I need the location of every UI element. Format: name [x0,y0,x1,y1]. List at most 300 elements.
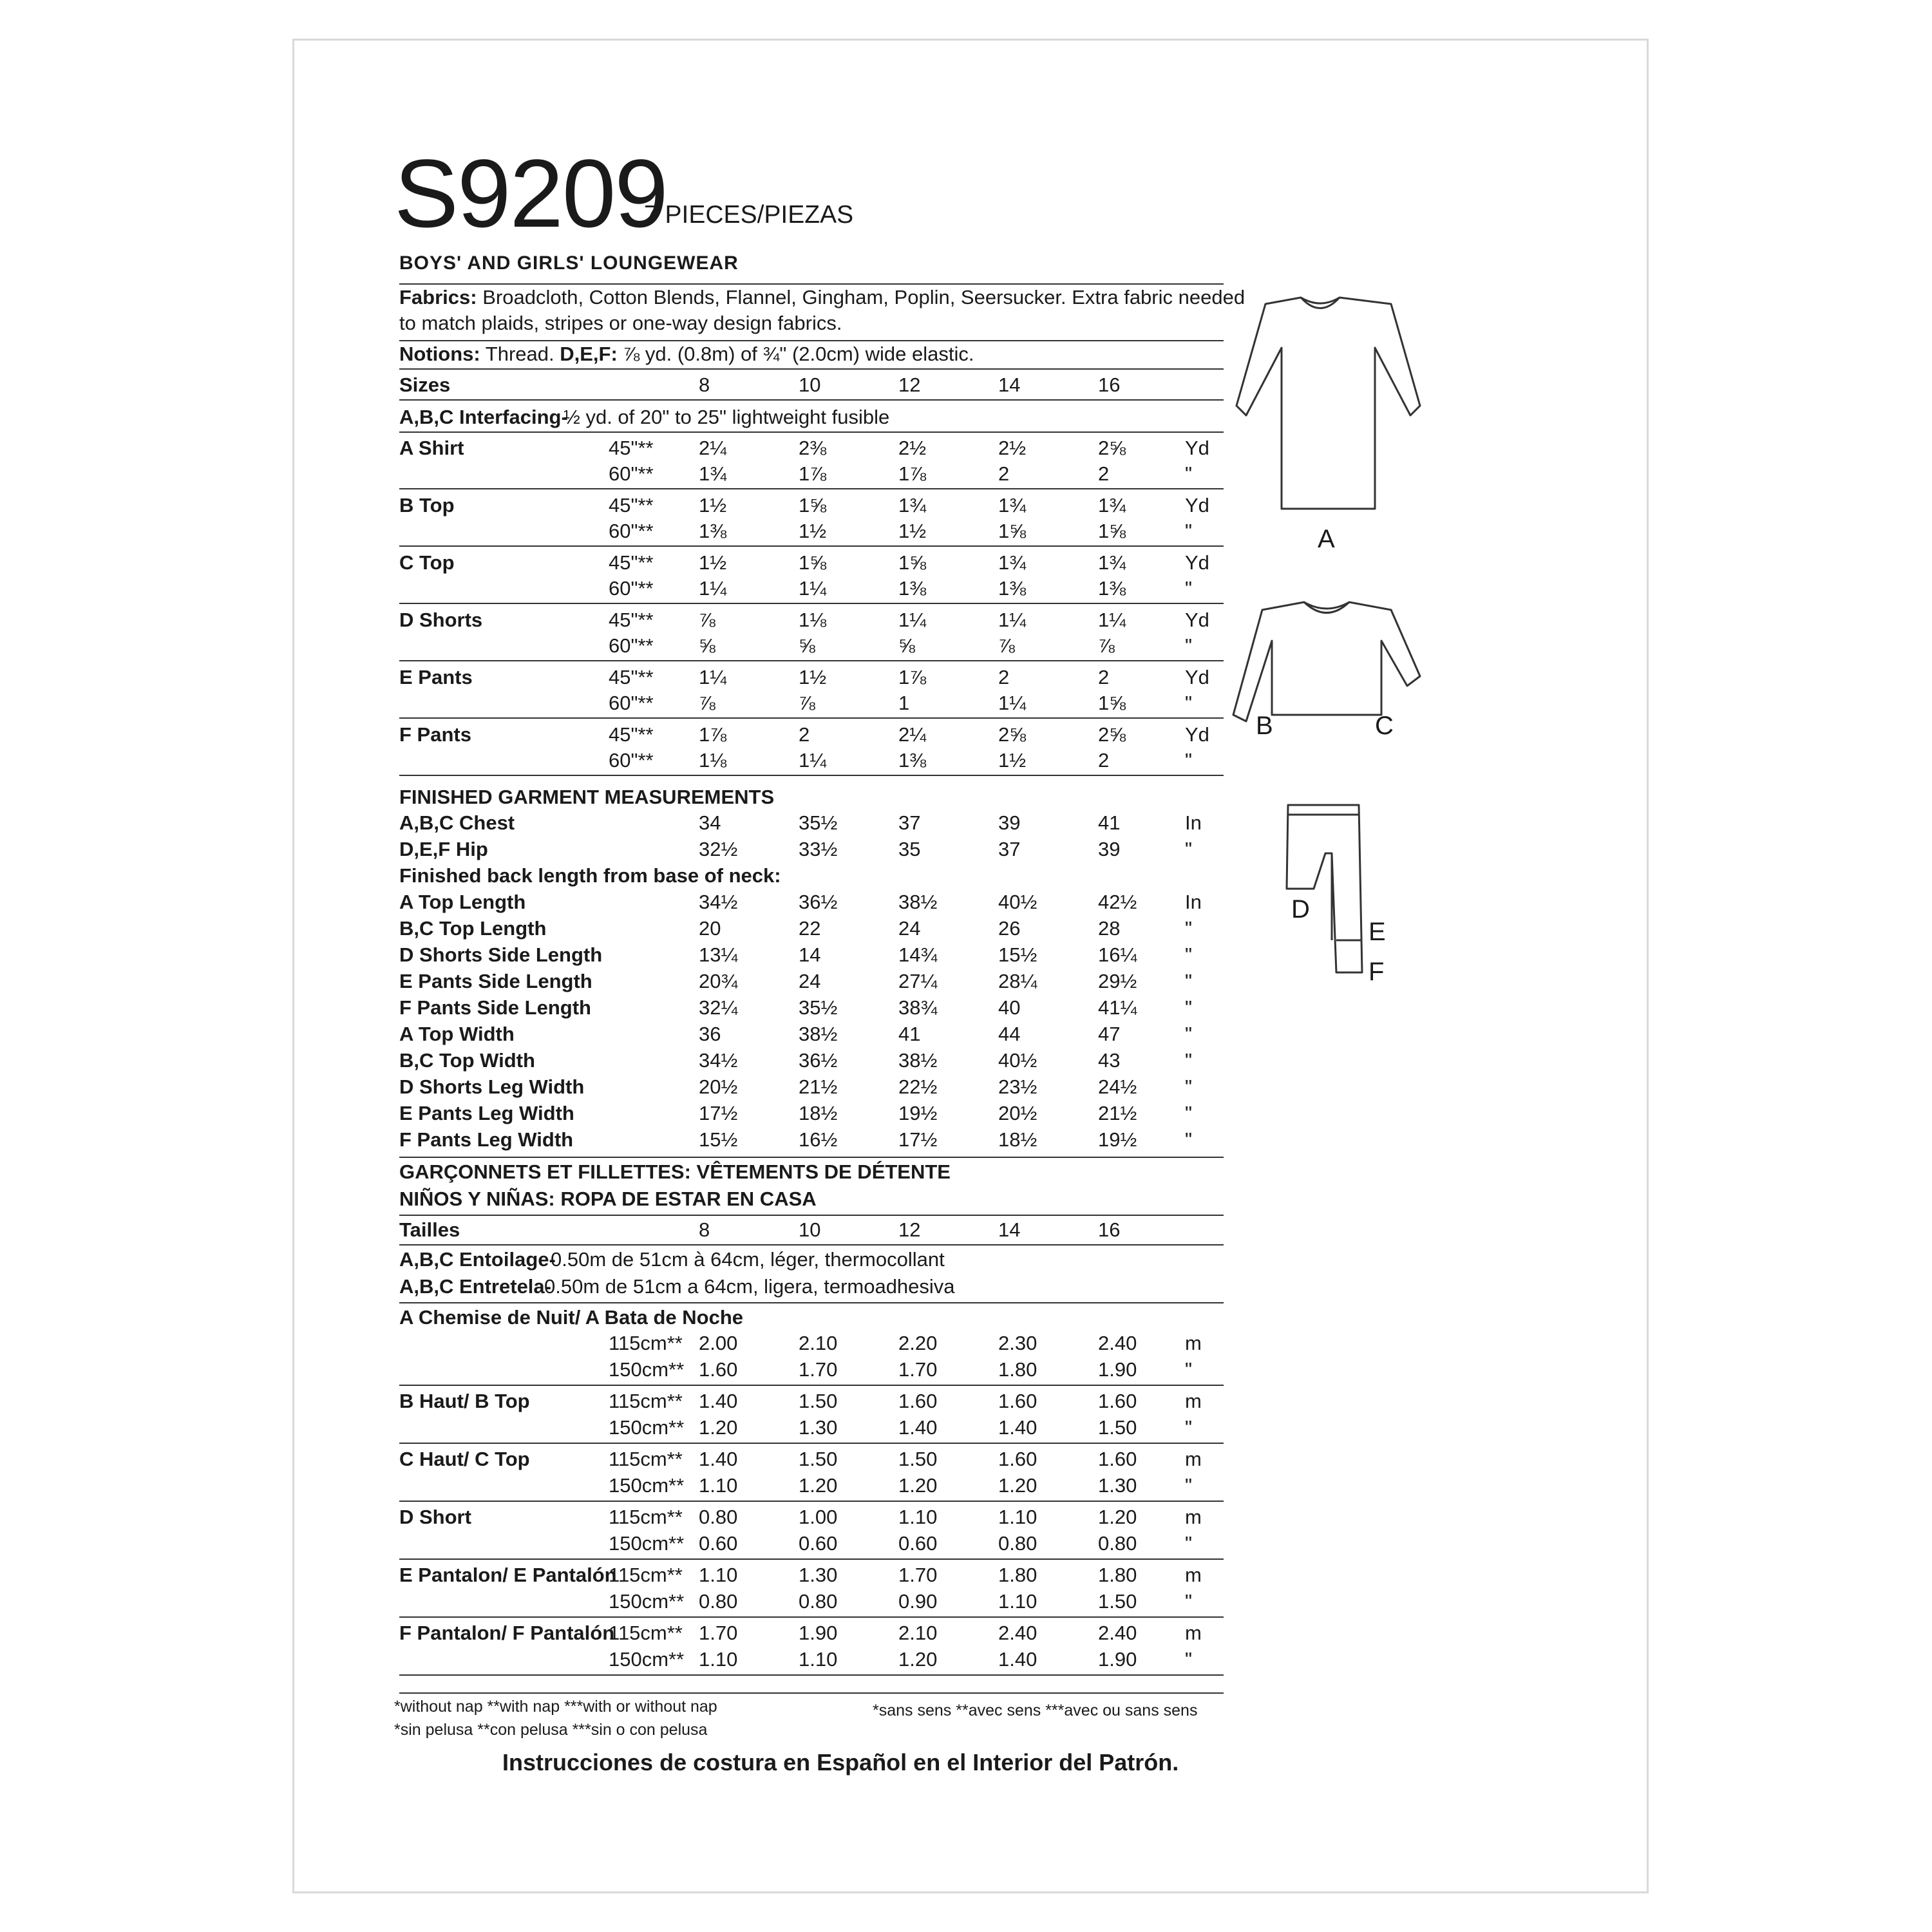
value-cell: 1⅜ [699,520,727,542]
value-cell: 14¾ [898,943,938,966]
value-cell: 1¾ [998,551,1027,574]
value-cell: 1½ [898,520,927,542]
unit-cell: " [1185,1532,1193,1555]
garment-name: B Haut/ B Top [399,1390,530,1412]
interfacing-text: ½ yd. of 20" to 25" lightweight fusible [564,406,890,428]
value-cell: 43 [1098,1049,1121,1072]
value-cell: 1.40 [898,1416,938,1439]
value-cell: 38½ [898,891,938,913]
unit-cell: " [1185,1023,1193,1045]
value-cell: 1¼ [699,577,727,600]
value-cell: 1.80 [998,1564,1037,1586]
value-cell: 36½ [799,1049,838,1072]
value-cell: 1⅞ [898,666,927,688]
value-cell: 1⅝ [1098,520,1126,542]
size-header: 10 [799,374,821,396]
value-cell: 1¼ [1098,609,1126,631]
fabric-width: 60"** [609,520,654,542]
value-cell: 23½ [998,1075,1037,1098]
unit-cell: " [1185,692,1193,714]
value-cell: ⅞ [799,692,815,714]
value-cell: 0.60 [799,1532,838,1555]
value-cell: 1.90 [1098,1648,1137,1671]
value-cell: 1¾ [998,494,1027,516]
value-cell: 2.20 [898,1332,938,1354]
view-bc-drawing [1233,602,1420,721]
value-cell: 38½ [799,1023,838,1045]
unit-cell: Yd [1185,723,1209,746]
value-cell: 1⅜ [1098,577,1126,600]
entoilage-text: 0.50m de 51cm à 64cm, léger, thermocollant [551,1248,945,1271]
value-cell: 2 [998,462,1010,485]
value-cell: 2¼ [699,437,727,459]
unit-cell: m [1185,1448,1202,1470]
value-cell: 37 [998,838,1021,860]
unit-cell: " [1185,838,1193,860]
fabric-width: 60"** [609,577,654,600]
unit-cell: " [1185,970,1193,992]
value-cell: 1.10 [998,1590,1037,1613]
value-cell: 1.70 [898,1358,938,1381]
value-cell: 34½ [699,1049,738,1072]
value-cell: ⅝ [898,634,915,657]
value-cell: 1.70 [699,1622,738,1644]
value-cell: 1¾ [1098,551,1126,574]
value-cell: 29½ [1098,970,1137,992]
fabric-width: 115cm** [609,1622,683,1644]
fabric-width: 60"** [609,749,654,772]
unit-cell: Yd [1185,609,1209,631]
value-cell: 15½ [699,1128,738,1151]
garment-name: E Pantalon/ E Pantalón [399,1564,617,1586]
value-cell: 1.60 [1098,1448,1137,1470]
value-cell: 2½ [998,437,1027,459]
value-cell: 36 [699,1023,721,1045]
value-cell: 17½ [898,1128,938,1151]
value-cell: 40½ [998,891,1037,913]
unit-cell: Yd [1185,551,1209,574]
unit-cell: In [1185,891,1202,913]
value-cell: 1.10 [898,1506,938,1528]
value-cell: 32½ [699,838,738,860]
value-cell: 41¼ [1098,996,1137,1019]
fabric-width: 150cm** [609,1532,685,1555]
garment-name: B Top [399,494,455,516]
fabric-width: 150cm** [609,1590,685,1613]
unit-cell: " [1185,1590,1193,1613]
footnote-fr: *sans sens **avec sens ***avec ou sans sens [873,1701,1198,1719]
fabric-width: 115cm** [609,1448,683,1470]
value-cell: 2⅜ [799,437,827,459]
value-cell: 1½ [998,749,1027,772]
unit-cell: " [1185,520,1193,542]
value-cell: 1⅞ [699,723,727,746]
finished-heading: FINISHED GARMENT MEASUREMENTS [399,786,775,808]
value-cell: 38½ [898,1049,938,1072]
value-cell: 2 [1098,749,1110,772]
fabric-width: 60"** [609,462,654,485]
value-cell: 14 [799,943,821,966]
size-header: 12 [898,1218,921,1241]
value-cell: 19½ [1098,1128,1137,1151]
value-cell: 20¾ [699,970,738,992]
value-cell: 47 [1098,1023,1121,1045]
measurement-name: D Shorts Leg Width [399,1075,585,1098]
value-cell: 37 [898,811,921,834]
footnote-es: *sin pelusa **con pelusa ***sin o con pelusa [394,1721,708,1739]
value-cell: 40 [998,996,1021,1019]
pattern-title: BOYS' AND GIRLS' LOUNGEWEAR [399,252,739,274]
value-cell: 24 [799,970,821,992]
value-cell: 35 [898,838,921,860]
notions-elastic: ⅞ yd. (0.8m) of ¾" (2.0cm) wide elastic. [617,343,974,365]
fabric-width: 115cm** [609,1332,683,1354]
value-cell: 2.30 [998,1332,1037,1354]
value-cell: 1.80 [1098,1564,1137,1586]
value-cell: 21½ [799,1075,838,1098]
unit-cell: " [1185,1474,1193,1497]
notions-views: D,E,F: [560,343,618,365]
value-cell: 1.10 [998,1506,1037,1528]
measurement-name: F Pants Leg Width [399,1128,574,1151]
fabric-width: 115cm** [609,1564,683,1586]
footnote-en: *without nap **with nap ***with or without nap [394,1698,717,1716]
fabric-width: 45"** [609,666,654,688]
value-cell: 1.50 [898,1448,938,1470]
unit-cell: " [1185,1102,1193,1124]
value-cell: 1.20 [998,1474,1037,1497]
value-cell: 1¼ [998,692,1027,714]
fabric-width: 150cm** [609,1648,685,1671]
spanish-instructions-note: Instrucciones de costura en Español en el Interior del Patrón. [502,1749,1179,1776]
value-cell: 1.50 [799,1390,838,1412]
garment-name: F Pantalon/ F Pantalón [399,1622,615,1644]
value-cell: 22 [799,917,821,940]
view-b-label: B [1256,712,1273,740]
unit-cell: " [1185,1358,1193,1381]
measurement-name: E Pants Leg Width [399,1102,574,1124]
entretela-label: A,B,C Entretela- [399,1275,551,1298]
view-a-label: A [1318,525,1335,553]
notions-text: Thread. [485,343,560,365]
value-cell: 1.40 [998,1648,1037,1671]
size-header: 8 [699,374,710,396]
fabric-width: 150cm** [609,1416,685,1439]
value-cell: 18½ [799,1102,838,1124]
size-header: 10 [799,1218,821,1241]
unit-cell: " [1185,1416,1193,1439]
value-cell: 2.00 [699,1332,738,1354]
value-cell: 22½ [898,1075,938,1098]
value-cell: 1½ [799,666,827,688]
value-cell: 1.60 [1098,1390,1137,1412]
unit-cell: m [1185,1506,1202,1528]
unit-cell: " [1185,749,1193,772]
value-cell: 1⅝ [799,551,827,574]
value-cell: 1⅛ [699,749,727,772]
value-cell: 1.30 [1098,1474,1137,1497]
value-cell: 1⅜ [998,577,1027,600]
value-cell: 1.20 [898,1474,938,1497]
measurement-name: B,C Top Length [399,917,547,940]
fabric-width: 45"** [609,437,654,459]
value-cell: 0.80 [998,1532,1037,1555]
value-cell: 1⅞ [898,462,927,485]
value-cell: 1.50 [1098,1590,1137,1613]
measurement-name: D,E,F Hip [399,838,488,860]
value-cell: 1⅝ [898,551,927,574]
fabrics-line-2: to match plaids, stripes or one-way design fabrics. [399,312,842,334]
value-cell: 36½ [799,891,838,913]
value-cell: 1⅞ [799,462,827,485]
value-cell: 1⅝ [799,494,827,516]
fabric-width: 150cm** [609,1474,685,1497]
value-cell: 2½ [898,437,927,459]
value-cell: 2 [799,723,810,746]
value-cell: 1.30 [799,1564,838,1586]
value-cell: 1.10 [699,1474,738,1497]
value-cell: ⅞ [1098,634,1115,657]
value-cell: 1.60 [998,1390,1037,1412]
value-cell: 24 [898,917,921,940]
unit-cell: " [1185,1128,1193,1151]
value-cell: 20 [699,917,721,940]
fabric-width: 60"** [609,692,654,714]
value-cell: 2¼ [898,723,927,746]
value-cell: 2⅝ [1098,723,1126,746]
view-def-drawing [1287,805,1362,972]
value-cell: 1.30 [799,1416,838,1439]
metric-title-es: NIÑOS Y NIÑAS: ROPA DE ESTAR EN CASA [399,1188,817,1210]
value-cell: 35½ [799,811,838,834]
measurement-name: D Shorts Side Length [399,943,603,966]
value-cell: 1.40 [998,1416,1037,1439]
value-cell: 2⅝ [1098,437,1126,459]
value-cell: 39 [1098,838,1121,860]
size-header: 8 [699,1218,710,1241]
value-cell: 16½ [799,1128,838,1151]
fabric-width: 45"** [609,723,654,746]
unit-cell: " [1185,462,1193,485]
garment-name: D Shorts [399,609,483,631]
value-cell: 1.50 [799,1448,838,1470]
garment-name: C Haut/ C Top [399,1448,530,1470]
value-cell: 0.60 [898,1532,938,1555]
view-f-label: F [1368,958,1385,986]
value-cell: 1.60 [998,1448,1037,1470]
value-cell: 1½ [699,494,727,516]
value-cell: 17½ [699,1102,738,1124]
unit-cell: " [1185,577,1193,600]
value-cell: 33½ [799,838,838,860]
fabric-width: 45"** [609,494,654,516]
tailles-label: Tailles [399,1218,460,1241]
value-cell: 1.70 [799,1358,838,1381]
value-cell: 1⅝ [1098,692,1126,714]
value-cell: 32¼ [699,996,738,1019]
value-cell: ⅞ [998,634,1015,657]
value-cell: 40½ [998,1049,1037,1072]
measurement-name: A Top Length [399,891,526,913]
garment-name: A Shirt [399,437,464,459]
value-cell: 21½ [1098,1102,1137,1124]
value-cell: 2 [1098,462,1110,485]
value-cell: 2.10 [799,1332,838,1354]
size-header: 14 [998,1218,1021,1241]
value-cell: 1¾ [1098,494,1126,516]
pattern-number: S9209 [394,139,667,247]
measurement-name: B,C Top Width [399,1049,535,1072]
value-cell: 26 [998,917,1021,940]
value-cell: 1.90 [1098,1358,1137,1381]
pieces-count: 7 PIECES/PIEZAS [644,201,854,229]
unit-cell: m [1185,1622,1202,1644]
value-cell: 35½ [799,996,838,1019]
value-cell: 0.80 [799,1590,838,1613]
finished-subheading: Finished back length from base of neck: [399,864,781,887]
fabric-width: 115cm** [609,1506,683,1528]
garment-name: A Chemise de Nuit/ A Bata de Noche [399,1306,743,1329]
value-cell: 2.40 [1098,1622,1137,1644]
value-cell: 1.10 [699,1564,738,1586]
fabric-width: 150cm** [609,1358,685,1381]
value-cell: 39 [998,811,1021,834]
unit-cell: " [1185,634,1193,657]
value-cell: 44 [998,1023,1021,1045]
value-cell: 1⅛ [799,609,827,631]
value-cell: 2.40 [998,1622,1037,1644]
value-cell: 1.20 [1098,1506,1137,1528]
value-cell: 1.70 [898,1564,938,1586]
size-header: 14 [998,374,1021,396]
value-cell: ⅞ [699,692,715,714]
value-cell: 34½ [699,891,738,913]
unit-cell: In [1185,811,1202,834]
fabric-width: 115cm** [609,1390,683,1412]
notions-label: Notions: [399,343,480,365]
interfacing-label: A,B,C Interfacing- [399,406,568,428]
measurement-name: A,B,C Chest [399,811,515,834]
value-cell: 1.40 [699,1390,738,1412]
value-cell: 0.80 [699,1590,738,1613]
garment-name: D Short [399,1506,471,1528]
unit-cell: Yd [1185,494,1209,516]
view-d-label: D [1291,895,1310,923]
unit-cell: Yd [1185,666,1209,688]
value-cell: 1⅜ [898,577,927,600]
value-cell: 1.40 [699,1448,738,1470]
unit-cell: " [1185,1049,1193,1072]
value-cell: 28 [1098,917,1121,940]
value-cell: 2.40 [1098,1332,1137,1354]
value-cell: ⅞ [699,609,715,631]
value-cell: ⅝ [799,634,815,657]
value-cell: 1¾ [898,494,927,516]
value-cell: 0.90 [898,1590,938,1613]
garment-name: C Top [399,551,455,574]
value-cell: 15½ [998,943,1037,966]
value-cell: 1.20 [799,1474,838,1497]
measurement-name: A Top Width [399,1023,515,1045]
garment-name: E Pants [399,666,473,688]
value-cell: 19½ [898,1102,938,1124]
unit-cell: m [1185,1332,1202,1354]
measurement-name: E Pants Side Length [399,970,592,992]
value-cell: 1½ [799,520,827,542]
value-cell: 1¼ [699,666,727,688]
value-cell: 28¼ [998,970,1037,992]
value-cell: 1.60 [898,1390,938,1412]
value-cell: 2 [998,666,1010,688]
size-header: 16 [1098,374,1121,396]
value-cell: 38¾ [898,996,938,1019]
value-cell: 2⅝ [998,723,1027,746]
value-cell: 16¼ [1098,943,1137,966]
unit-cell: m [1185,1564,1202,1586]
unit-cell: " [1185,1648,1193,1671]
value-cell: 0.80 [699,1506,738,1528]
value-cell: 1½ [699,551,727,574]
value-cell: 1.80 [998,1358,1037,1381]
value-cell: 1.20 [699,1416,738,1439]
value-cell: 0.80 [1098,1532,1137,1555]
value-cell: 1⅜ [898,749,927,772]
value-cell: 1.60 [699,1358,738,1381]
value-cell: 41 [1098,811,1121,834]
fabrics-label: Fabrics: [399,286,477,308]
value-cell: 13¼ [699,943,738,966]
value-cell: 0.60 [699,1532,738,1555]
value-cell: 18½ [998,1128,1037,1151]
view-e-label: E [1368,918,1386,946]
unit-cell: m [1185,1390,1202,1412]
value-cell: 41 [898,1023,921,1045]
value-cell: 42½ [1098,891,1137,913]
size-header: 16 [1098,1218,1121,1241]
size-header: 12 [898,374,921,396]
unit-cell: " [1185,917,1193,940]
unit-cell: " [1185,996,1193,1019]
view-a-drawing [1236,298,1420,509]
metric-title-fr: GARÇONNETS ET FILLETTES: VÊTEMENTS DE DÉTENTE [399,1160,951,1183]
value-cell: 1.90 [799,1622,838,1644]
entretela-text: 0.50m de 51cm a 64cm, ligera, termoadhesiva [544,1275,955,1298]
value-cell: 1.10 [799,1648,838,1671]
value-cell: 24½ [1098,1075,1137,1098]
value-cell: 1 [898,692,910,714]
entoilage-label: A,B,C Entoilage- [399,1248,556,1271]
unit-cell: " [1185,1075,1193,1098]
value-cell: 2.10 [898,1622,938,1644]
value-cell: 20½ [699,1075,738,1098]
value-cell: 1¼ [799,577,827,600]
garment-name: F Pants [399,723,471,746]
value-cell: 20½ [998,1102,1037,1124]
value-cell: 1⅝ [998,520,1027,542]
sizes-label: Sizes [399,374,451,396]
value-cell: 1.00 [799,1506,838,1528]
value-cell: 1¼ [799,749,827,772]
fabric-width: 45"** [609,609,654,631]
unit-cell: " [1185,943,1193,966]
view-c-label: C [1375,712,1394,740]
value-cell: 1¼ [898,609,927,631]
value-cell: 1¼ [998,609,1027,631]
fabrics-text: Broadcloth, Cotton Blends, Flannel, Gingham, Poplin, Seersucker. Extra fabric needed [482,286,1245,308]
value-cell: 27¼ [898,970,938,992]
value-cell: 1.50 [1098,1416,1137,1439]
value-cell: 1¾ [699,462,727,485]
